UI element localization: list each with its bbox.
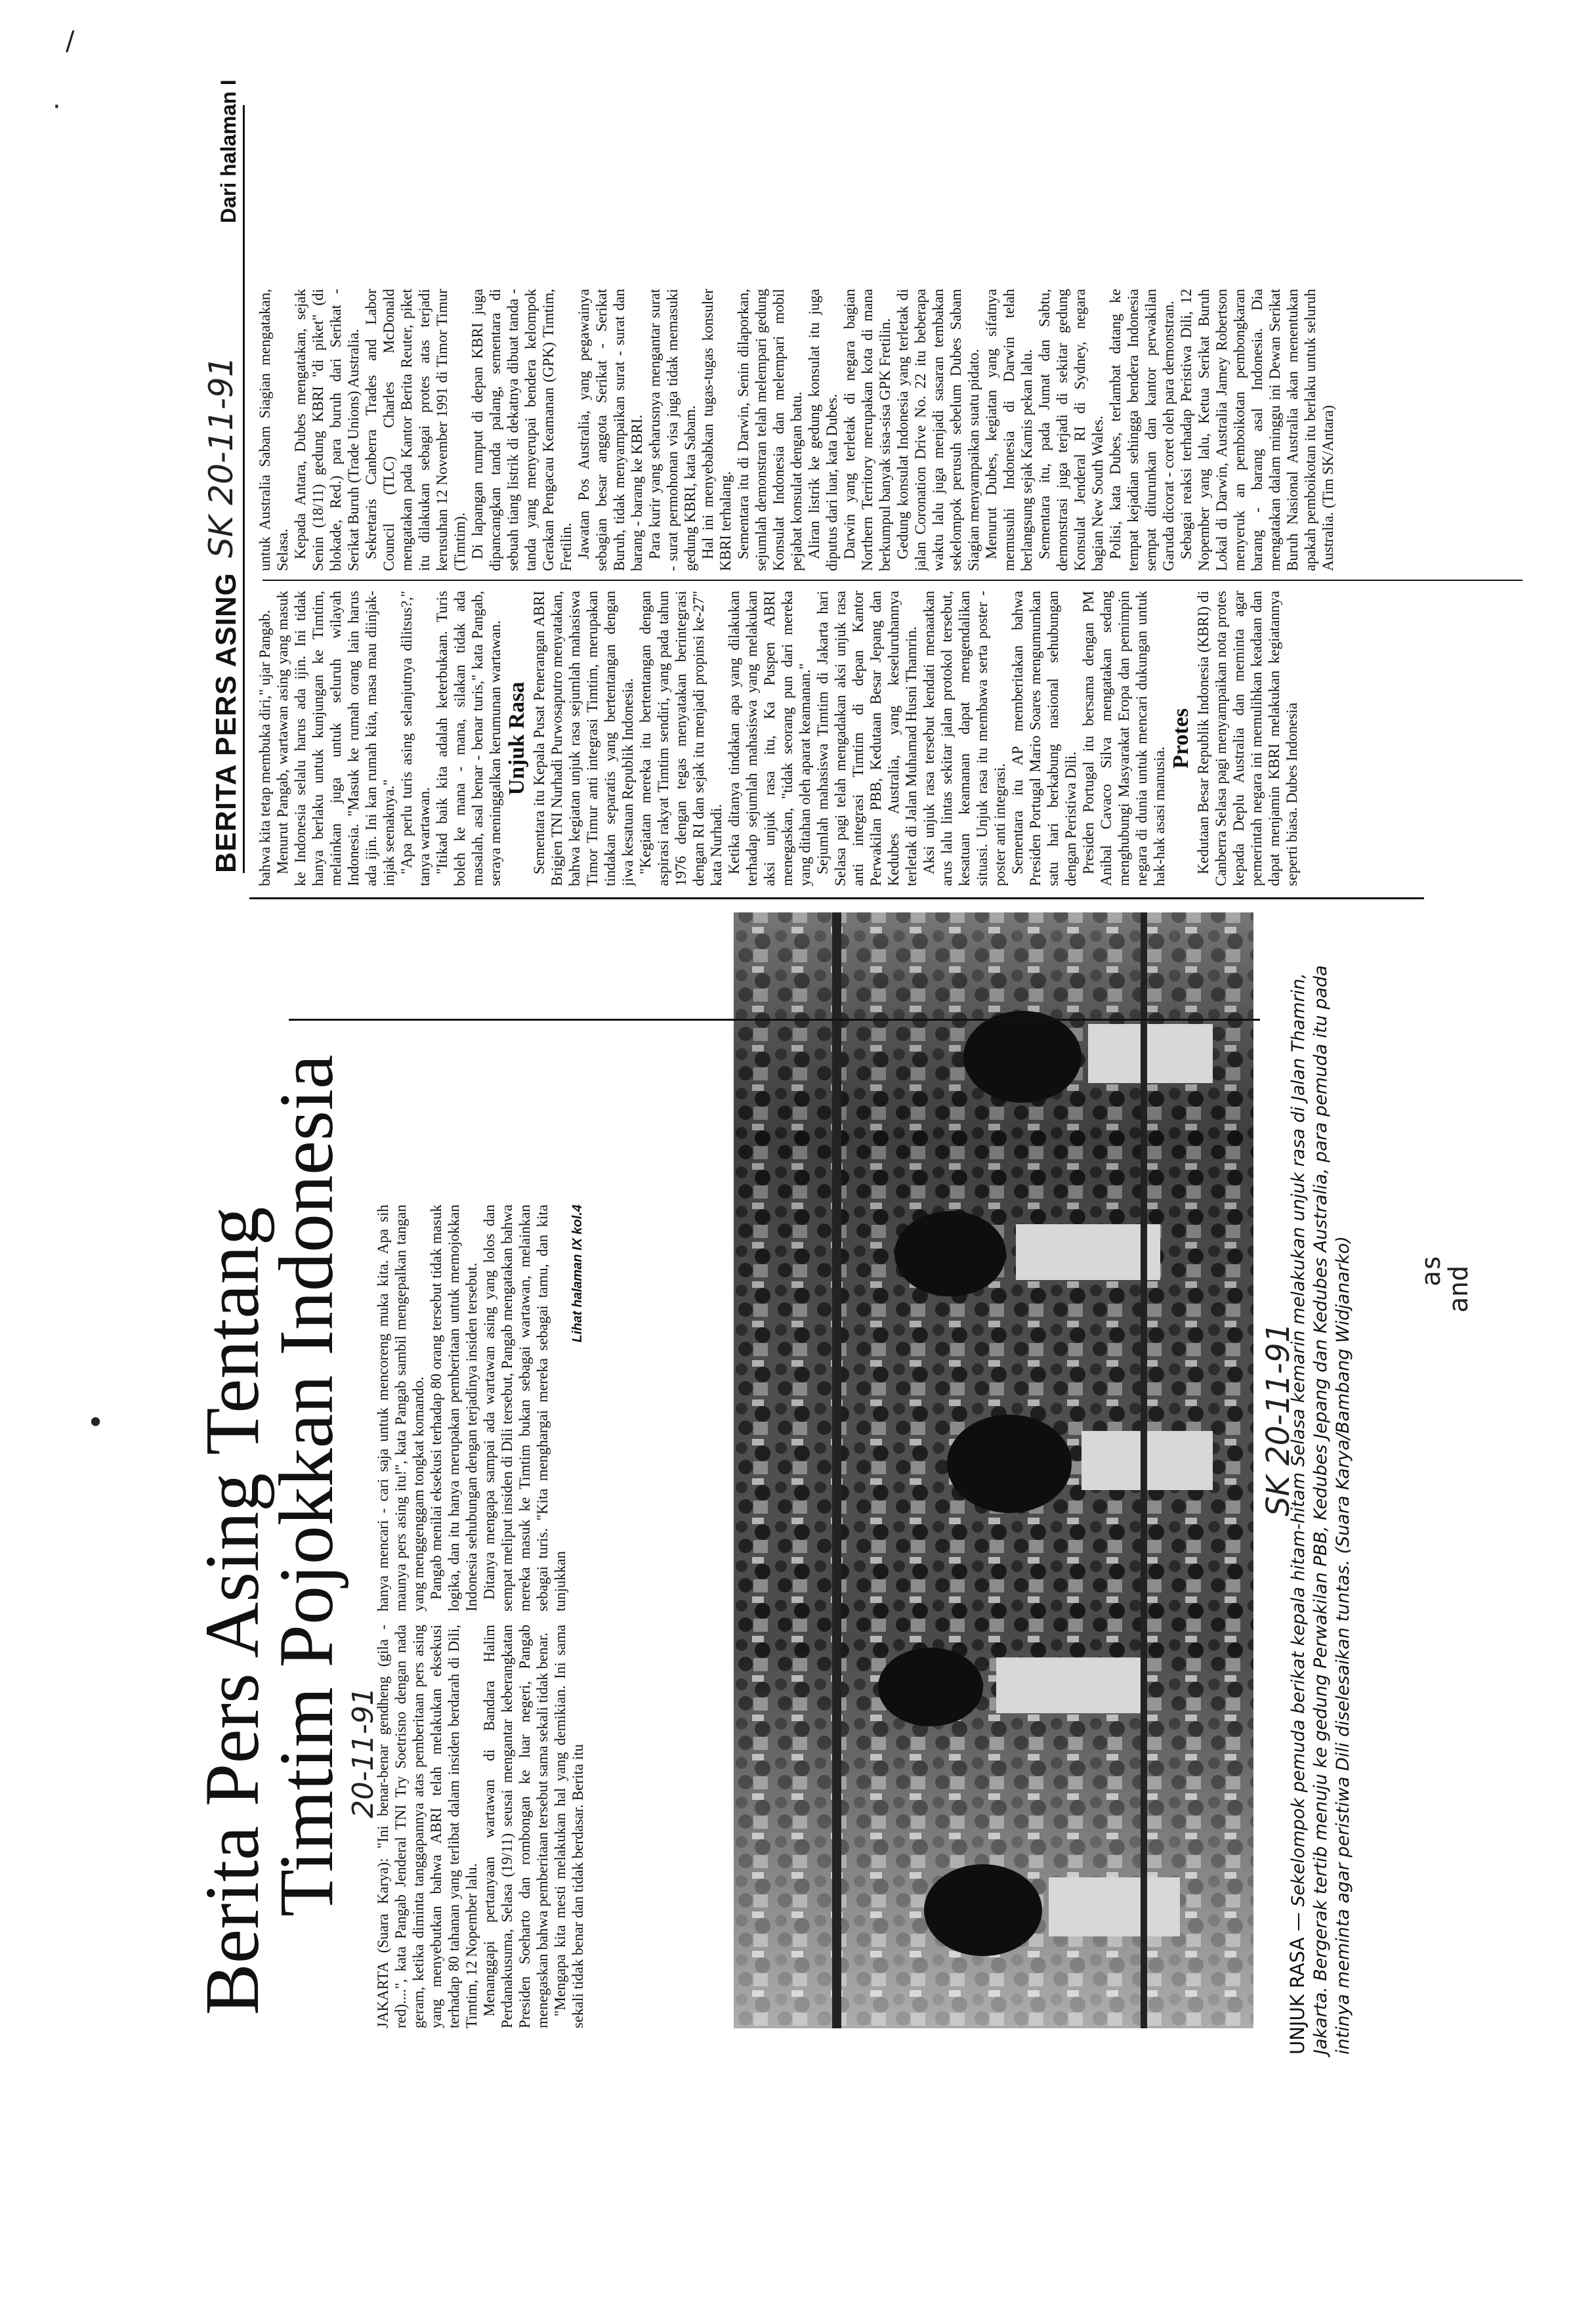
bleed-through-text xyxy=(1418,1255,1473,1313)
paragraph: Sementara itu AP memberitakan bahwa Presiden Portugal Mario Soares mengumumkan satu hari berkabung nasional sehubungan dengan Peristiwa Dili. xyxy=(1009,591,1079,886)
news-photo xyxy=(734,912,1253,2028)
paragraph: Aliran listrik ke gedung konsulat itu juga diputus dari luar, kata Dubes. xyxy=(806,289,840,571)
scan-mark: / xyxy=(66,26,75,56)
column-divider xyxy=(289,1019,1260,1021)
paragraph: hanya mencari - cari saja untuk mencoreng muka kita. Apa sih maunya pers asing itu!", kata Pangab sambil mengepalkan tangan yang menggenggam tongkat komando. xyxy=(375,1205,427,1611)
scan-mark: · xyxy=(52,92,61,122)
caption-label: UNJUK RASA — xyxy=(1286,1912,1309,2055)
crowd-photo-illustration xyxy=(734,912,1253,2028)
paragraph: Para kurir yang seharusnya mengantar surat - surat permohonan visa juga tidak memasuki gedung KBRI, kata Sabam. xyxy=(646,289,698,571)
section-rule xyxy=(249,897,1424,899)
paragraph: untuk Australia Sabam Siagian mengatakan, Selasa. xyxy=(257,289,291,571)
continued-on-page: Lihat halaman IX kol.4 xyxy=(570,1205,585,1343)
right-article-column-1 xyxy=(256,591,1542,886)
paragraph: Sementara itu di Darwin, Senin dilaporkan, sejumlah demonstran telah melempari gedung Konsulat Indonesia dan melempari mobil pejabat konsulat dengan batu. xyxy=(735,289,805,571)
paragraph: JAKARTA (Suara Karya): "Ini benar-benar gendheng (gila - red)....", kata Pangab Jenderal TNI Try Soetrisno dengan nada geram, ketika diminta tanggapannya atas pemberitaan pers asing yang menyebutkan bahwa ABRI telah melakukan eksekusi terhadap 80 tahanan yang terlibat dalam insiden berdarah di Dili, Timtim, 12 Nopember lalu. xyxy=(375,1625,480,2028)
left-article-column-1 xyxy=(374,1625,722,2028)
paragraph: Kedutaan Besar Republik Indonesia (KBRI) di Canberra Selasa pagi menyampaikan nota protes kepada Deplu Australia dan meminta agar pemerintah negara ini memulihkan keadaan dan dapat menjamin KBRI melakukan kegiatannya seperti biasa. Dubes Indonesia xyxy=(1195,591,1300,886)
paragraph: Menurut Pangab, wartawan asing yang masuk ke Indonesia selalu harus ada ijin. Ini tidak hanya berlaku untuk kunjungan ke Timtim, melainkan juga untuk seluruh wilayah Indonesia. "Masuk ke rumah orang lain harus ada ijin. Ini kan rumah kita, masa mau diinjak-injak seenaknya." xyxy=(274,591,397,886)
paragraph: "Kegiatan mereka itu bertentangan dengan aspirasi rakyat Timtim sendiri, yang pada tahun 1976 dengan tegas menyatakan berintegrasi dengan RI dan sejak itu menjadi propinsi ke-27" kata Nurhadi. xyxy=(637,591,724,886)
left-article-column-2 xyxy=(374,1205,722,1611)
bleed-word: and xyxy=(1444,1265,1474,1313)
handwritten-photo-note: SK 20-11-91 xyxy=(1260,1322,1297,1516)
paragraph: Ketika ditanya tindakan apa yang dilakukan terhadap sejumlah mahasiswa yang melakukan aksi unjuk rasa itu, Ka Puspen ABRI menegaskan, "tidak seorang pun dari mereka yang ditahan oleh aparat keamanan." xyxy=(726,591,813,886)
handwritten-date: 20-11-91 xyxy=(346,1687,380,1818)
paragraph: Menanggapi pertanyaan wartawan di Bandara Halim Perdanakusuma, Selasa (19/11) seusai mengantar keberangkatan Presiden Soeharto dan rombongan ke luar negeri, Pangab menegaskan bahwa pemberitaan tersebut sama sekali tidak benar. xyxy=(481,1625,551,2028)
section-title: BERITA PERS ASING xyxy=(210,572,242,873)
paragraph: Presiden Portugal itu bersama dengan PM Anibal Cavaco Silva mengatakan sedang menghubungi Masyarakat Eropa dan pemimpin negara di dunia untuk mencari dukungan untuk hak-hak asasi manusia. xyxy=(1080,591,1167,886)
paragraph: "Apa perlu turis asing selanjutnya dilitsus?," tanya wartawan. xyxy=(398,591,432,886)
paragraph: "Mengapa kita mesti melakukan hal yang demikian. Ini sama sekali tidak benar dan tidak berdasar. Berita itu xyxy=(552,1625,586,2028)
paragraph: Aksi unjuk rasa tersebut kendati menaatkan arus lalu lintas sekitar jalan protokol tersebut, kesatuan keamanan dapat mengendalikan situasi. Unjuk rasa itu membawa serta poster - poster anti integrasi. xyxy=(921,591,1008,886)
paragraph: Gedung konsulat Indonesia yang terletak di jalan Coronation Drive No. 22 itu beberapa waktu lalu juga menjadi sasaran tembakan sekelompok perusuh sebelum Dubes Sabam Siagian menyampaikan suatu pidato. xyxy=(894,289,982,571)
photo-caption xyxy=(1286,926,1450,2055)
scan-mark: • xyxy=(87,1405,105,1440)
bleed-word: as xyxy=(1416,1254,1446,1287)
paragraph: Sebagai reaksi terhadap Peristiwa Dili, 12 Nopember yang lalu, Ketua Serikat Buruh Lokal di Darwin, Australia Jamey Robertson menyeruk an pemboikotan pembongkaran barang - barang asal Indonesia. Dia mengatakan dalam minggu ini Dewan Serikat Buruh Nasional Australia akan menentukan apakah pemboikotan itu berlaku untuk seluruh Australia. (Tim SK/Antara) xyxy=(1178,289,1336,571)
column-divider xyxy=(262,580,1522,581)
paragraph: Jawatan Pos Australia, yang pegawainya sebagian besar anggota Serikat - Serikat Buruh, tidak menyampaikan surat - surat dan barang - barang ke KBRI. xyxy=(576,289,645,571)
paragraph: Darwin yang terletak di negara bagian Northern Territory merupakan kota di mana berkumpul banyak sisa-sisa GPK Fretilin. xyxy=(841,289,893,571)
subheading-protes: Protes xyxy=(1169,708,1193,769)
paragraph: Kepada Antara, Dubes mengatakan, sejak Senin (18/11) gedung KBRI "di piket" (di blokade, Red.) para buruh dari Serikat - Serikat Buruh (Trade Unions) Australia. xyxy=(292,289,362,571)
handwritten-date-right: SK 20-11-91 xyxy=(202,356,240,558)
paragraph: Polisi, kata Dubes, terlambat datang ke tempat kejadian sehingga bendera Indonesia sempat diturunkan dan kantor perwakilan Garuda dicorat - coret oleh para demonstran. xyxy=(1107,289,1177,571)
right-article-column-2 xyxy=(256,289,1542,571)
headline-line-1: Berita Pers Asing Tentang xyxy=(189,1206,275,2015)
paragraph: Sementara itu Kepala Pusat Penerangan ABRI Brigjen TNI Nurhadi Purwosaputro menyatakan, bahwa kegiatan unjuk rasa sejumlah mahasiswa Timor Timur anti integrasi Timtim, merupakan tindakan separatis yang bertentangan dengan jiwa kesatuan Republik Indonesia. xyxy=(531,591,636,886)
paragraph: Hal ini menyebabkan tugas-tugas konsuler KBRI terhalang. xyxy=(700,289,734,571)
paragraph: "Itikad baik kita adalah keterbukaan. Turis boleh ke mana - mana, silakan tidak ada masalah, asal benar - benar turis," kata Pangab, seraya meninggalkan kerumunan wartawan. xyxy=(434,591,503,886)
paragraph: Pangab menilai eksekusi terhadap 80 orang tersebut tidak masuk logika, dan itu hanya merupakan pemberitaan untuk memojokkan Indonesia sehubungan dengan terjadinya insiden tersebut. xyxy=(428,1205,480,1611)
headline-line-2: Timtim Pojokkan Indonesia xyxy=(263,1054,349,1917)
paragraph: Ditanya mengapa sampai ada wartawan asing yang lolos dan sempat meliput insiden di Dili tersebut, Pangab mengatakan bahwa mereka masuk ke Timtim bukan sebagai wartawan, melainkan sebagai turis. "Kita menghargai mereka sebagai tamu, dan kita tunjukkan xyxy=(481,1205,568,1611)
caption-text: Sekelompok pemuda berikat kepala hitam-hitam Selasa kemarin melakukan unjuk rasa di Jalan Thamrin, Jakarta. Bergerak tertib menuju ke gedung Perwakilan PBB, Kedubes Jepang dan Kedubes Australia, para pemuda itu pada intinya meminta agar peristiwa Dili diselesaikan tuntas. (Suara Karya/Bambang Widjanarko) xyxy=(1288,965,1353,2055)
from-page-label: Dari halaman I xyxy=(217,79,240,223)
paragraph: Menurut Dubes, kegiatan yang sifatnya memusuhi Indonesia di Darwin telah berlangsung sejak Kamis pekan lalu. xyxy=(983,289,1035,571)
title-rule xyxy=(243,105,245,873)
paragraph: Sekretaris Canberra Trades and Labor Council (TLC) Charles McDonald mengatakan pada Kantor Berita Reuter, piket itu dilakukan sebagai protes atas terjadi kerusuhan 12 November 1991 di Timor Timur (Timtim). xyxy=(363,289,468,571)
paragraph: Di lapangan rumput di depan KBRI juga dipancangkan tanda palang, sementara di sebuah tiang listrik di dekatnya dibuat tanda - tanda yang menyerupai bendera kelompok Gerakan Pengacau Keamanan (GPK) Timtim, Fretilin. xyxy=(469,289,574,571)
paragraph: bahwa kita tetap membuka diri," ujar Pangab. xyxy=(257,610,273,886)
paragraph: Sementara itu, pada Jumat dan Sabtu, demonstrasi juga terjadi di sekitar gedung Konsulat Jenderal RI di Sydney, negara bagian New South Wales. xyxy=(1036,289,1106,571)
paragraph: Sejumlah mahasiswa Timtim di Jakarta hari Selasa pagi telah mengadakan aksi unjuk rasa anti integrasi Timtim di depan Kantor Perwakilan PBB, Kedutaan Besar Jepang dan Kedubes Australia, yang keseluruhannya terletak di Jalan Muhamad Husni Thamrin. xyxy=(814,591,919,886)
subheading-unjuk-rasa: Unjuk Rasa xyxy=(505,681,529,796)
